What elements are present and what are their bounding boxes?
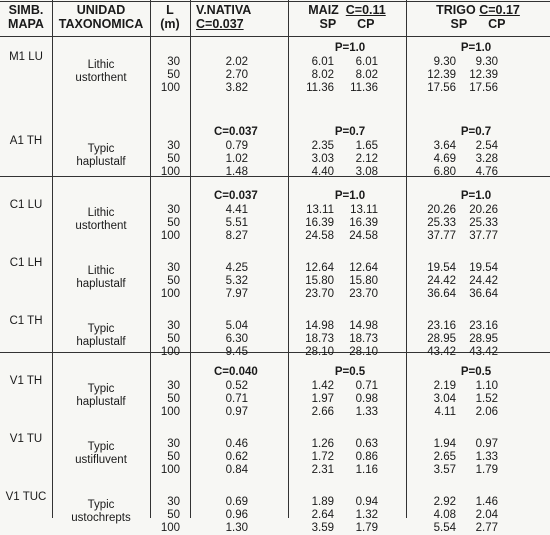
trigo-cp-value: 12.39: [469, 69, 498, 81]
row-length: 30: [167, 438, 180, 450]
trigo-sp-value: 19.54: [427, 262, 456, 274]
trigo-sp-value: 4.11: [434, 406, 456, 418]
trigo-cp-value: 20.26: [469, 204, 498, 216]
vnativa-value: 0.69: [225, 496, 248, 508]
trigo-cp-value: 1.46: [475, 496, 498, 508]
vnativa-value: 0.52: [225, 380, 248, 392]
trigo-p-label: P=1.0: [460, 190, 492, 202]
header-maiz-cp: CP: [357, 17, 375, 31]
taxonomy-line2: ustorthent: [75, 72, 127, 84]
trigo-cp-value: 19.54: [469, 262, 498, 274]
header-trigo-cp: CP: [488, 17, 506, 31]
maiz-sp-value: 23.70: [305, 288, 334, 300]
maiz-sp-value: 3.03: [311, 153, 334, 165]
maiz-cp-value: 15.80: [349, 275, 378, 287]
header-unidad-line2: TAXONOMICA: [58, 17, 144, 31]
trigo-cp-value: 28.95: [469, 333, 498, 345]
unit-code: C1 TH: [9, 315, 43, 327]
unit-code: V1 TUC: [5, 491, 47, 503]
header-simb: [2, 3, 50, 31]
trigo-cp-value: 2.77: [475, 522, 498, 534]
header-trigo: [406, 3, 550, 31]
vnativa-c-label: C=0.037: [214, 190, 258, 202]
taxonomy-line2: haplustalf: [76, 396, 126, 408]
trigo-sp-value: 17.56: [427, 82, 456, 94]
trigo-sp-value: 5.54: [433, 522, 456, 534]
maiz-sp-value: 1.26: [311, 438, 334, 450]
maiz-cp-value: 8.02: [355, 69, 378, 81]
taxonomy-line1: Lithic: [87, 265, 115, 277]
unit-code: C1 LH: [9, 257, 43, 269]
trigo-cp-value: 9.30: [475, 56, 498, 68]
trigo-sp-value: 1.94: [433, 438, 456, 450]
row-length: 50: [167, 451, 180, 463]
vnativa-value: 5.32: [225, 275, 248, 287]
trigo-cp-value: 3.28: [475, 153, 498, 165]
vnativa-value: 4.41: [225, 204, 248, 216]
header-top-rule: [0, 1, 550, 2]
vnativa-value: 0.62: [225, 451, 248, 463]
maiz-cp-value: 1.16: [355, 464, 378, 476]
taxonomy-line1: Lithic: [87, 59, 115, 71]
row-length: 100: [160, 82, 180, 94]
trigo-cp-value: 43.42: [469, 346, 498, 358]
taxonomy-line2: haplustalf: [76, 336, 126, 348]
trigo-sp-value: 25.33: [427, 217, 456, 229]
vnativa-value: 7.97: [225, 288, 248, 300]
header-simb-line1: SIMB.: [8, 3, 44, 17]
vnativa-c-label: C=0.040: [214, 366, 258, 378]
header-vnativa-line1: V.NATIVA: [196, 3, 252, 17]
maiz-sp-value: 6.01: [311, 56, 334, 68]
taxonomy-line1: Typic: [87, 441, 115, 453]
vnativa-c-label: C=0.037: [214, 126, 258, 138]
header-bottom-rule: [0, 36, 550, 37]
maiz-sp-value: 16.39: [305, 217, 334, 229]
header-unidad-line1: UNIDAD: [76, 3, 126, 17]
maiz-cp-value: 11.36: [350, 82, 378, 94]
taxonomy-line2: ustifluvent: [75, 454, 127, 466]
taxonomy-line1: Typic: [87, 499, 115, 511]
row-length: 30: [167, 496, 180, 508]
header-unidad: [52, 3, 150, 31]
trigo-sp-value: 37.77: [427, 230, 456, 242]
trigo-cp-value: 2.04: [475, 509, 498, 521]
vnativa-value: 0.71: [225, 393, 248, 405]
unit-code: V1 TU: [9, 433, 43, 445]
trigo-cp-value: 1.10: [475, 380, 498, 392]
maiz-cp-value: 1.33: [355, 406, 378, 418]
vnativa-value: 0.46: [225, 438, 248, 450]
maiz-cp-value: 1.32: [355, 509, 378, 521]
trigo-sp-value: 36.64: [427, 288, 456, 300]
maiz-cp-value: 6.01: [355, 56, 378, 68]
maiz-p-label: P=1.0: [334, 190, 366, 202]
maiz-sp-value: 3.59: [311, 522, 334, 534]
header-trigo-sp: SP: [450, 17, 468, 31]
unit-code: M1 LU: [9, 51, 43, 63]
trigo-cp-value: 24.42: [469, 275, 498, 287]
taxonomy-line1: Lithic: [87, 207, 115, 219]
trigo-sp-value: 2.92: [433, 496, 456, 508]
maiz-sp-value: 13.11: [306, 204, 334, 216]
header-l-line2: (m): [160, 17, 180, 31]
maiz-sp-value: 2.66: [311, 406, 334, 418]
trigo-cp-value: 2.06: [475, 406, 498, 418]
maiz-sp-value: 18.73: [305, 333, 334, 345]
trigo-cp-value: 37.77: [469, 230, 498, 242]
vnativa-value: 1.48: [225, 166, 248, 178]
maiz-sp-value: 14.98: [305, 320, 334, 332]
col-divider-3: [190, 0, 191, 518]
trigo-sp-value: 3.57: [433, 464, 456, 476]
row-length: 50: [167, 333, 180, 345]
trigo-p-label: P=1.0: [460, 42, 492, 54]
row-length: 50: [167, 153, 180, 165]
maiz-p-label: P=1.0: [334, 42, 366, 54]
trigo-sp-value: 23.16: [427, 320, 456, 332]
maiz-cp-value: 12.64: [349, 262, 378, 274]
trigo-cp-value: 4.76: [475, 166, 498, 178]
maiz-sp-value: 2.31: [311, 464, 334, 476]
maiz-sp-value: 2.35: [311, 140, 334, 152]
vnativa-value: 5.51: [225, 217, 248, 229]
maiz-sp-value: 1.97: [311, 393, 334, 405]
trigo-cp-value: 1.79: [475, 464, 498, 476]
vnativa-value: 0.97: [225, 406, 248, 418]
col-divider-4: [288, 0, 289, 518]
vnativa-value: 3.82: [225, 82, 248, 94]
maiz-cp-value: 0.71: [355, 380, 378, 392]
vnativa-value: 0.79: [225, 140, 248, 152]
trigo-sp-value: 12.39: [427, 69, 456, 81]
maiz-sp-value: 1.89: [311, 496, 334, 508]
row-length: 100: [160, 522, 180, 534]
vnativa-value: 5.04: [225, 320, 248, 332]
taxonomy-line2: ustochrepts: [71, 512, 131, 524]
vnativa-value: 0.96: [225, 509, 248, 521]
header-l: [150, 3, 190, 31]
maiz-cp-value: 0.63: [355, 438, 378, 450]
header-maiz-sp: SP: [319, 17, 337, 31]
maiz-p-label: P=0.5: [334, 366, 366, 378]
vnativa-value: 9.45: [225, 346, 248, 358]
vnativa-value: 4.25: [225, 262, 248, 274]
trigo-cp-value: 2.54: [475, 140, 498, 152]
header-trigo-c: C=0.17: [479, 3, 520, 17]
maiz-cp-value: 18.73: [349, 333, 378, 345]
trigo-sp-value: 24.42: [427, 275, 456, 287]
trigo-sp-value: 20.26: [427, 204, 456, 216]
maiz-cp-value: 3.08: [355, 166, 378, 178]
header-maiz-label: MAIZ: [308, 3, 339, 17]
row-length: 30: [167, 262, 180, 274]
row-length: 100: [160, 288, 180, 300]
trigo-p-label: P=0.7: [460, 126, 492, 138]
maiz-sp-value: 11.36: [306, 82, 334, 94]
vnativa-value: 6.30: [225, 333, 248, 345]
row-length: 50: [167, 217, 180, 229]
maiz-cp-value: 13.11: [350, 204, 378, 216]
row-length: 100: [160, 406, 180, 418]
vnativa-value: 1.02: [225, 153, 248, 165]
trigo-cp-value: 0.97: [475, 438, 498, 450]
maiz-cp-value: 24.58: [349, 230, 378, 242]
trigo-sp-value: 4.08: [433, 509, 456, 521]
trigo-cp-value: 1.52: [475, 393, 498, 405]
unit-code: C1 LU: [9, 199, 43, 211]
maiz-cp-value: 1.65: [355, 140, 378, 152]
row-length: 100: [160, 230, 180, 242]
header-l-line1: L: [166, 3, 174, 17]
maiz-p-label: P=0.7: [334, 126, 366, 138]
maiz-cp-value: 0.98: [355, 393, 378, 405]
maiz-cp-value: 0.94: [355, 496, 378, 508]
trigo-sp-value: 3.04: [433, 393, 456, 405]
trigo-p-label: P=0.5: [460, 366, 492, 378]
row-length: 30: [167, 380, 180, 392]
maiz-cp-value: 28.10: [349, 346, 378, 358]
row-length: 50: [167, 509, 180, 521]
trigo-cp-value: 17.56: [469, 82, 498, 94]
trigo-sp-value: 6.80: [433, 166, 456, 178]
vnativa-value: 8.27: [225, 230, 248, 242]
trigo-sp-value: 28.95: [427, 333, 456, 345]
trigo-sp-value: 43.42: [427, 346, 456, 358]
taxonomy-line1: Typic: [87, 143, 115, 155]
maiz-cp-value: 16.39: [349, 217, 378, 229]
trigo-sp-value: 3.64: [433, 140, 456, 152]
col-divider-5: [406, 0, 407, 518]
maiz-sp-value: 24.58: [305, 230, 334, 242]
row-length: 50: [167, 275, 180, 287]
maiz-sp-value: 8.02: [311, 69, 334, 81]
row-length: 100: [160, 166, 180, 178]
maiz-cp-value: 0.86: [355, 451, 378, 463]
taxonomy-line2: haplustalf: [76, 156, 126, 168]
maiz-cp-value: 1.79: [355, 522, 378, 534]
unit-code: V1 TH: [9, 375, 43, 387]
maiz-cp-value: 2.12: [355, 153, 378, 165]
row-length: 50: [167, 393, 180, 405]
maiz-sp-value: 2.64: [311, 509, 334, 521]
row-length: 50: [167, 69, 180, 81]
maiz-sp-value: 15.80: [305, 275, 334, 287]
row-length: 100: [160, 464, 180, 476]
maiz-sp-value: 4.40: [311, 166, 334, 178]
trigo-sp-value: 9.30: [433, 56, 456, 68]
header-vnativa: [196, 3, 276, 31]
header-maiz: [288, 3, 406, 31]
header-vnativa-line2: C=0.037: [196, 17, 244, 31]
vnativa-value: 1.30: [225, 522, 248, 534]
maiz-cp-value: 14.98: [349, 320, 378, 332]
vnativa-value: 2.70: [225, 69, 248, 81]
trigo-cp-value: 23.16: [469, 320, 498, 332]
row-length: 30: [167, 140, 180, 152]
row-length: 30: [167, 204, 180, 216]
taxonomy-line1: Typic: [87, 383, 115, 395]
trigo-sp-value: 4.69: [433, 153, 456, 165]
trigo-sp-value: 2.65: [433, 451, 456, 463]
maiz-cp-value: 23.70: [349, 288, 378, 300]
row-length: 30: [167, 56, 180, 68]
row-length: 30: [167, 320, 180, 332]
vnativa-value: 2.02: [225, 56, 248, 68]
vnativa-value: 0.84: [225, 464, 248, 476]
trigo-cp-value: 1.33: [475, 451, 498, 463]
row-length: 100: [160, 346, 180, 358]
col-divider-2: [150, 0, 151, 518]
maiz-sp-value: 1.42: [311, 380, 334, 392]
taxonomy-line1: Typic: [87, 323, 115, 335]
taxonomy-line2: ustorthent: [75, 220, 127, 232]
unit-code: A1 TH: [9, 135, 43, 147]
maiz-sp-value: 12.64: [305, 262, 334, 274]
header-maiz-c: C=0.11: [345, 3, 386, 17]
maiz-sp-value: 28.10: [305, 346, 334, 358]
trigo-sp-value: 2.19: [433, 380, 456, 392]
trigo-cp-value: 36.64: [469, 288, 498, 300]
header-trigo-label: TRIGO: [436, 3, 476, 17]
trigo-cp-value: 25.33: [469, 217, 498, 229]
taxonomy-line2: haplustalf: [76, 278, 126, 290]
header-simb-line2: MAPA: [8, 17, 44, 31]
maiz-sp-value: 1.72: [311, 451, 334, 463]
